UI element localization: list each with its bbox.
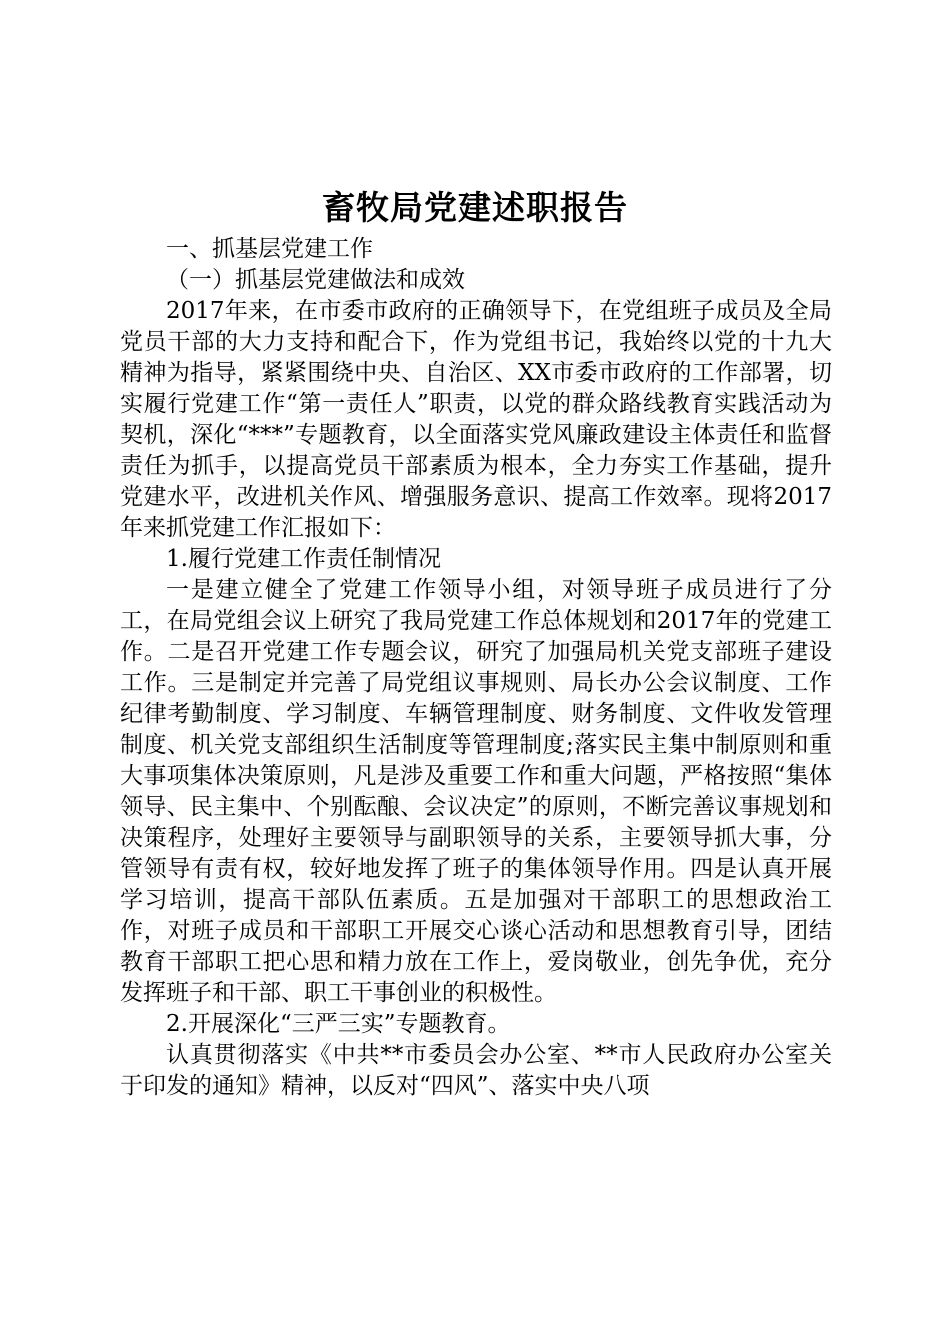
body-paragraph: 认真贯彻落实《中共**市委员会办公室、**市人民政府办公室关于印发的通知》精神，以反对“四风”、落实中央八项 xyxy=(120,1042,832,1099)
subsection-heading: （一）抓基层党建做法和成效 xyxy=(166,267,465,293)
body-paragraph: 2017年来，在市委市政府的正确领导下，在党组班子成员及全局党员干部的大力支持和配合下，作为党组书记，我始终以党的十九大精神为指导，紧紧围绕中央、自治区、XX市委市政府的工作部署，切实履行党建工作“第一责任人”职责，以党的群众路线教育实践活动为契机，深化“***”专题教育，以全面落实党风廉政建设主体责任和监督责任为抓手，以提高党员干部素质为根本，全力夯实工作基础，提升党建水平，改进机关作风、增强服务意识、提高工作效率。现将2017年来抓党建工作汇报如下： xyxy=(120,298,832,541)
document-title: 畜牧局党建述职报告 xyxy=(322,188,628,227)
item-heading: 2.开展深化“三严三实”专题教育。 xyxy=(166,1011,511,1037)
item-heading: 1.履行党建工作责任制情况 xyxy=(166,546,441,572)
section-heading: 一、抓基层党建工作 xyxy=(166,236,373,262)
body-paragraph: 一是建立健全了党建工作领导小组，对领导班子成员进行了分工，在局党组会议上研究了我局党建工作总体规划和2017年的党建工作。二是召开党建工作专题会议，研究了加强局机关党支部班子建设工作。三是制定并完善了局党组议事规则、局长办公会议制度、工作纪律考勤制度、学习制度、车辆管理制度、财务制度、文件收发管理制度、机关党支部组织生活制度等管理制度;落实民主集中制原则和重大事项集体决策原则，凡是涉及重要工作和重大问题，严格按照“集体领导、民主集中、个别酝酿、会议决定”的原则，不断完善议事规划和决策程序，处理好主要领导与副职领导的关系，主要领导抓大事，分管领导有责有权，较好地发挥了班子的集体领导作用。四是认真开展学习培训，提高干部队伍素质。五是加强对干部职工的思想政治工作，对班子成员和干部职工开展交心谈心活动和思想教育引导，团结教育干部职工把心思和精力放在工作上，爱岗敬业，创先争优，充分发挥班子和干部、职工干事创业的积极性。 xyxy=(120,577,832,1006)
document-body xyxy=(120,234,832,1102)
